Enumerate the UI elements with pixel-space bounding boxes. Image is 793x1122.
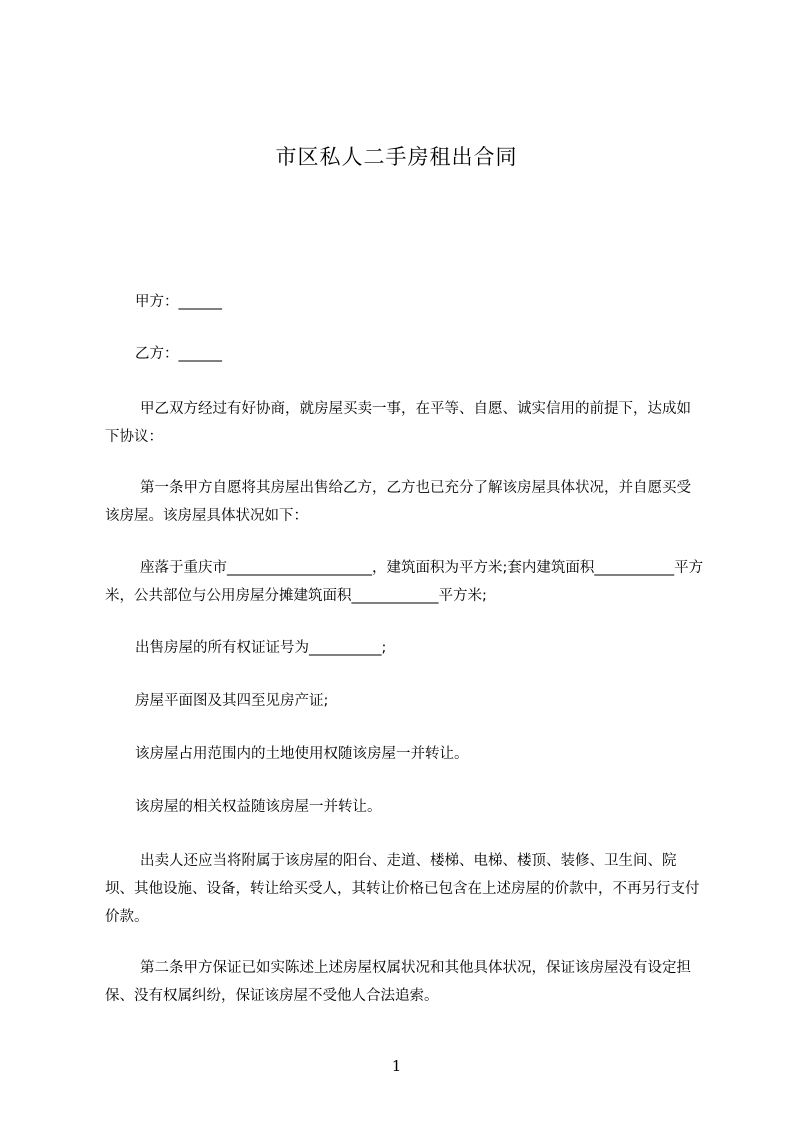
article-2-paragraph: 第二条甲方保证已如实陈述上述房屋权属状况和其他具体状况，保证该房屋没有设定担保、没有权属纠纷，保证该房屋不受他人合法追索。 <box>105 960 691 1004</box>
property-location-paragraph: 座落于重庆市____________________，建筑面积为平方米;套内建筑面积___________平方米，公共部位与公用房屋分摊建筑面积____________平方米; <box>105 560 704 604</box>
party-a-line: 甲方：______ <box>135 294 222 310</box>
party-b-line: 乙方：______ <box>135 346 222 362</box>
preamble-paragraph: 甲乙双方经过有好协商，就房屋买卖一事，在平等、自愿、诚实信用的前提下，达成如下协议： <box>105 401 691 445</box>
document-title: 市区私人二手房租出合同 <box>275 145 518 169</box>
land-use-right-paragraph: 该房屋占用范围内的土地使用权随该房屋一并转让。 <box>135 746 469 762</box>
attached-facilities-paragraph: 出卖人还应当将附属于该房屋的阳台、走道、楼梯、电梯、楼顶、装修、卫生间、院坝、其他设施、设备，转让给买受人，其转让价格已包含在上述房屋的价款中，不再另行支付价款。 <box>105 853 700 925</box>
floor-plan-paragraph: 房屋平面图及其四至见房产证; <box>135 693 329 709</box>
article-1-paragraph: 第一条甲方自愿将其房屋出售给乙方，乙方也已充分了解该房屋具体状况，并自愿买受该房屋。该房屋具体状况如下： <box>105 480 691 524</box>
page-number: 1 <box>391 1057 402 1075</box>
related-rights-paragraph: 该房屋的相关权益随该房屋一并转让。 <box>135 799 382 815</box>
ownership-certificate-paragraph: 出售房屋的所有权证证号为__________; <box>135 640 387 656</box>
